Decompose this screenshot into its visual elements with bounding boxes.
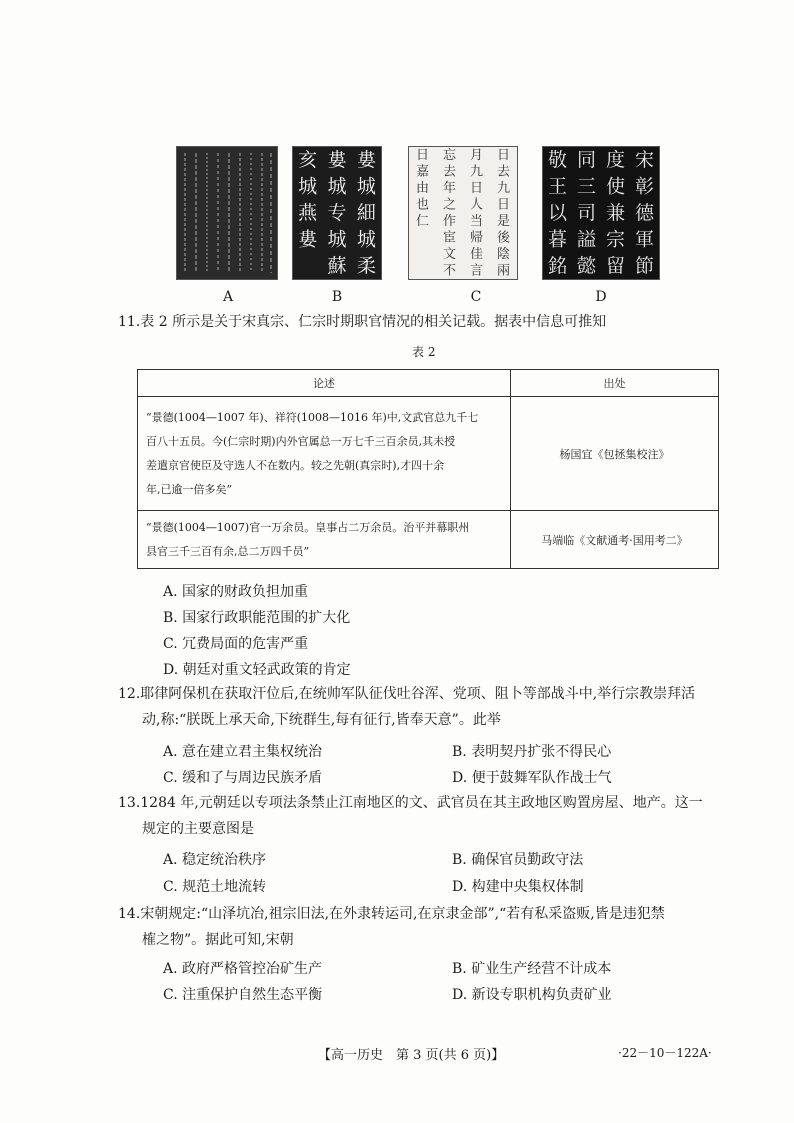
stele-rubbing-texture [177, 147, 277, 279]
image-label-d: D [595, 289, 607, 305]
cursive-glyph-c: 佳 [469, 246, 484, 262]
image-d-seal-inscription [542, 146, 660, 280]
seal-glyph-b: 城 [327, 228, 347, 251]
q14-option-c[interactable]: C. 注重保护自然生态平衡 [163, 987, 323, 1003]
cursive-glyph-c: 宦 [442, 230, 457, 246]
cursive-glyph-c: 也 [415, 197, 430, 213]
cursive-glyph-c: 是 [496, 213, 511, 229]
q13-option-d[interactable]: D. 构建中央集权体制 [452, 879, 584, 895]
image-c-cursive-calligraphy [408, 146, 518, 280]
cursive-glyph-c: 由 [415, 180, 430, 196]
seal-glyph-b: 婁 [327, 149, 347, 172]
seal-glyph-b: 細 [356, 202, 376, 224]
cursive-glyph-c: 日 [415, 147, 430, 163]
seal-glyph-d: 王 [547, 175, 568, 198]
seal-glyph-d: 暮 [547, 228, 568, 251]
cursive-glyph-c: 当 [469, 213, 484, 229]
row2-line1: “景德(1004—1007)官一万余员。皇事占二万余员。治平并幕职州 [146, 520, 470, 534]
q11-option-b[interactable]: B. 国家行政职能范围的扩大化 [163, 610, 351, 626]
cursive-glyph-c: 陰 [496, 246, 511, 262]
cursive-glyph-c: 年 [442, 180, 457, 196]
seal-glyph-d: 司 [576, 202, 597, 224]
cursive-glyph-c: 帰 [469, 230, 484, 246]
cursive-glyph-c: 九 [469, 164, 484, 180]
paper-code: ·22－10－122A· [618, 1046, 712, 1060]
q14-option-b[interactable]: B. 矿业生产经营不计成本 [452, 961, 612, 977]
cursive-glyph-c: 去 [442, 164, 457, 180]
seal-glyph-b: 城 [356, 228, 376, 251]
cursive-glyph-c: 去 [496, 164, 511, 180]
question-14-line2: 榷之物”。据此可知,宋朝 [142, 932, 294, 948]
row1-line1: “景德(1004—1007 年)、祥符(1008—1016 年)中,文武官总九千七 [146, 410, 479, 424]
seal-glyph-d: 使 [605, 175, 626, 198]
cursive-glyph-c: 嘉 [415, 164, 430, 180]
seal-glyph-d: 度 [605, 149, 626, 172]
seal-glyph-b: 蘇 [327, 254, 347, 277]
question-12-line1: 12.耶律阿保机在获取汗位后,在统帅军队征伐吐谷浑、党项、阻卜等部战斗中,举行宗教崇拜活 [118, 686, 696, 702]
page-footer: 【高一历史 第 3 页(共 6 页)】 [318, 1048, 505, 1063]
row1-line2: 百八十五员。今(仁宗时期)内外官属总一万七千三百余员,其未授 [146, 434, 456, 448]
cursive-glyph-c: 作 [442, 213, 457, 229]
cursive-glyph-c: 日 [496, 147, 511, 163]
cursive-glyph-c: 文 [442, 246, 457, 262]
table-2-title: 表 2 [412, 345, 436, 359]
seal-glyph-d: 銘 [547, 254, 568, 277]
q14-option-d[interactable]: D. 新设专职机构负责矿业 [452, 987, 612, 1003]
seal-glyph-b: 柔 [356, 254, 376, 277]
cursive-glyph-c: 日 [496, 197, 511, 213]
seal-glyph-d: 宋 [634, 149, 655, 172]
cursive-glyph-c: 月 [469, 147, 484, 163]
table-row [138, 397, 719, 511]
seal-glyph-d: 以 [547, 202, 568, 224]
image-label-c: C [470, 289, 482, 305]
cursive-glyph-c: 仁 [415, 213, 430, 229]
seal-script-glyphs-d [543, 147, 659, 279]
table-cell-source: 马端临《文献通考·国用考二》 [511, 511, 719, 569]
q12-option-b[interactable]: B. 表明契丹扩张不得民心 [452, 744, 612, 760]
seal-glyph-d: 兼 [605, 202, 626, 224]
row1-line4: 年,已逾一倍多矣” [146, 482, 233, 496]
seal-script-glyphs-b [293, 147, 381, 279]
seal-glyph-b: 专 [327, 202, 347, 224]
cursive-glyph-c: 兩 [496, 263, 511, 279]
image-label-b: B [331, 289, 343, 305]
cursive-glyphs-c [409, 147, 517, 279]
question-12-line2: 动,称:“朕既上承天命,下统群生,每有征行,皆奉天意”。此举 [142, 712, 501, 728]
seal-glyph-d: 德 [634, 202, 655, 224]
table-header-row [138, 370, 719, 397]
cursive-glyph-c: 人 [469, 197, 484, 213]
q13-option-a[interactable]: A. 稳定统治秩序 [163, 852, 267, 868]
seal-glyph-d: 三 [576, 175, 597, 198]
cursive-glyph-c: 九 [496, 180, 511, 196]
question-13-line1: 13.1284 年,元朝廷以专项法条禁止江南地区的文、武官员在其主政地区购置房屋、地产。这一 [118, 795, 703, 811]
seal-glyph-d: 懿 [576, 254, 597, 277]
table-header-source: 出处 [511, 370, 719, 397]
row2-line2: 县官三千三百有余,总二万四千员” [146, 544, 310, 558]
q13-option-b[interactable]: B. 确保官员勤政守法 [452, 852, 584, 868]
q12-option-d[interactable]: D. 便于鼓舞军队作战士气 [452, 770, 612, 786]
q11-option-c[interactable]: C. 冗费局面的危害严重 [163, 636, 309, 652]
seal-glyph-b: 城 [356, 175, 376, 198]
image-a-stele-rubbing [176, 146, 278, 280]
seal-glyph-b: 燕 [298, 202, 318, 224]
seal-glyph-b: 城 [298, 175, 318, 198]
table-cell-source: 杨国宜《包拯集校注》 [511, 397, 719, 511]
cursive-glyph-c: 日 [469, 180, 484, 196]
row1-line3: 差遣京官使臣及守选人不在数内。较之先朝(真宗时),才四十余 [146, 458, 445, 472]
seal-glyph-d: 節 [634, 254, 655, 277]
table-2 [137, 369, 719, 569]
seal-glyph-d: 謚 [576, 228, 597, 251]
image-b-seal-script [292, 146, 382, 280]
seal-glyph-b: 亥 [298, 149, 318, 172]
image-label-a: A [222, 289, 234, 305]
table-cell-discussion [138, 511, 511, 569]
seal-glyph-d: 敬 [547, 149, 568, 172]
cursive-glyph-c: 忘 [442, 147, 457, 163]
table-header-discussion: 论述 [138, 370, 511, 397]
q11-option-d[interactable]: D. 朝廷对重文轻武政策的肯定 [163, 662, 351, 678]
q12-option-c[interactable]: C. 缓和了与周边民族矛盾 [163, 770, 323, 786]
question-13-line2: 规定的主要意图是 [142, 821, 254, 837]
question-11-stem: 11.表 2 所示是关于宋真宗、仁宗时期职官情况的相关记载。据表中信息可推知 [118, 314, 607, 330]
seal-glyph-d: 軍 [634, 228, 655, 251]
q14-option-a[interactable]: A. 政府严格管控冶矿生产 [163, 961, 323, 977]
seal-glyph-b: 婁 [356, 149, 376, 172]
seal-glyph-d: 同 [576, 149, 597, 172]
cursive-glyph-c: 之 [442, 197, 457, 213]
q13-option-c[interactable]: C. 规范土地流转 [163, 879, 267, 895]
seal-glyph-d: 宗 [605, 228, 626, 251]
seal-glyph-b: 城 [327, 175, 347, 198]
seal-glyph-d: 彰 [634, 175, 655, 198]
q12-option-a[interactable]: A. 意在建立君主集权统治 [163, 744, 323, 760]
cursive-glyph-c: 後 [496, 230, 511, 246]
seal-glyph-d: 留 [605, 254, 626, 277]
question-14-line1: 14.宋朝规定:“山泽坑冶,祖宗旧法,在外隶转运司,在京隶金部”,“若有私采盗贩,皆是违犯禁 [118, 906, 665, 922]
table-row [138, 511, 719, 569]
table-cell-discussion [138, 397, 511, 511]
q11-option-a[interactable]: A. 国家的财政负担加重 [163, 584, 309, 600]
cursive-glyph-c: 不 [442, 263, 457, 279]
seal-glyph-b: 婁 [298, 228, 318, 251]
cursive-glyph-c: 言 [469, 263, 484, 279]
